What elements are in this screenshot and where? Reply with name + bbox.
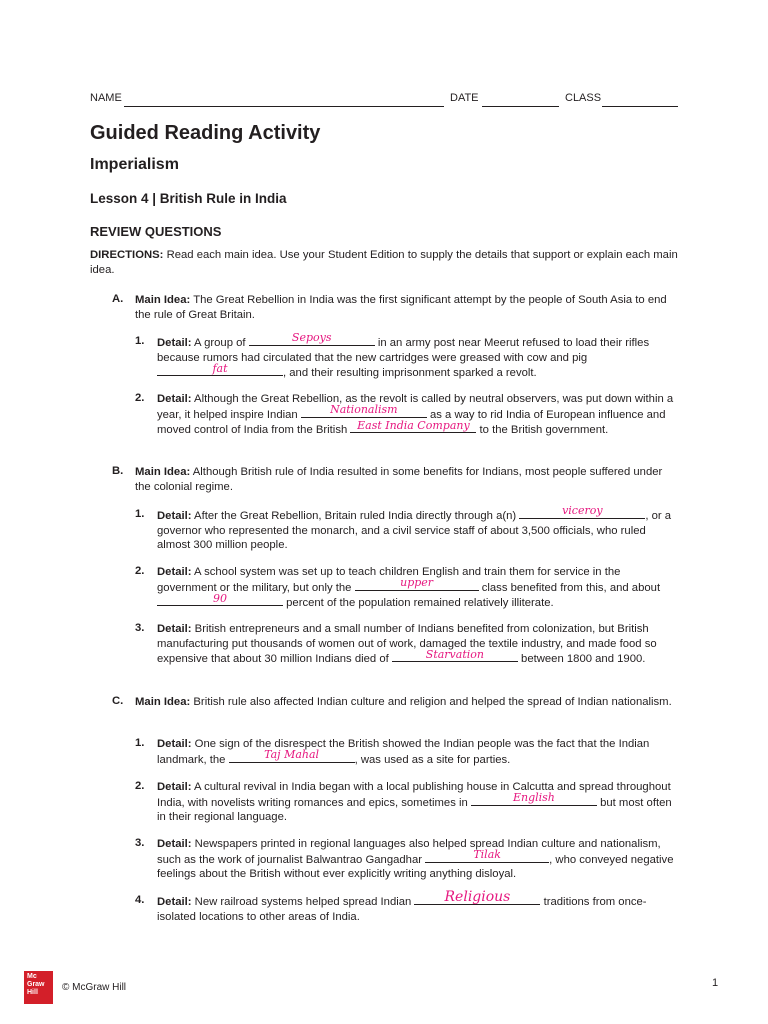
page-title: Guided Reading Activity: [90, 122, 321, 144]
handwritten-answer: fat: [212, 361, 228, 375]
name-line[interactable]: [124, 106, 444, 107]
lesson-title: Lesson 4 | British Rule in India: [90, 191, 287, 206]
answer-blank[interactable]: [355, 576, 479, 591]
detail-number: 2.: [135, 780, 145, 792]
page-subtitle: Imperialism: [90, 156, 179, 173]
directions: [90, 248, 680, 277]
answer-blank[interactable]: [392, 647, 518, 662]
detail-number: 3.: [135, 622, 145, 634]
handwritten-answer: 90: [213, 591, 227, 605]
handwritten-answer: upper: [400, 576, 434, 589]
directions-text: Read each main idea. Use your Student Edition to supply the details that support or explain each main idea.: [90, 249, 678, 276]
detail-number: 2.: [135, 565, 145, 577]
detail-number: 2.: [135, 392, 145, 404]
detail-item: Detail: After the Great Rebellion, Britain ruled India directly through a(n) viceroy , or a governor who represented the monarch, and a civil service staff of about 3,500 officials, who ruled almost 300 million people.: [157, 504, 672, 552]
answer-blank[interactable]: [519, 504, 645, 519]
detail-item: Detail: A group of Sepoys in an army post near Meerut refused to load their rifles because rumors had circulated that the new cartridges were greased with cow and pig fat , and their resulting imprisonment sparked a revolt.: [157, 331, 650, 380]
handwritten-answer: Religious: [444, 889, 511, 906]
detail-item: Detail: Newspapers printed in regional languages also helped spread Indian culture and nationalism, such as the work of journalist Balwantrao Gangadhar Tilak , who conveyed negative feelings about the British without ever explicitly writing anything disloyal.: [157, 838, 674, 881]
main-idea: Main Idea: British rule also affected Indian culture and religion and helped the spread of Indian nationalism.: [135, 696, 672, 708]
detail-number: 4.: [135, 894, 145, 906]
answer-blank[interactable]: [425, 848, 549, 863]
detail-item: Detail: One sign of the disrespect the British showed the Indian people was the fact that the Indian landmark, the Taj Mahal , was used as a site for parties.: [157, 738, 650, 766]
detail-number: 1.: [135, 737, 145, 749]
detail-item: Detail: Although the Great Rebellion, as the revolt is called by neutral observers, was put down within a year, it helped inspire Indian Nationalism as a way to rid India of European influence and moved control of India from the British East India Company to the British government.: [157, 393, 674, 437]
main-idea: Main Idea: The Great Rebellion in India was the first significant attempt by the people of South Asia to end the rule of Great Britain.: [135, 294, 667, 321]
handwritten-answer: Nationalism: [330, 403, 398, 416]
detail-item: Detail: British entrepreneurs and a small number of Indians benefited from colonization, but British manufacturing put thousands of women out of work, damaged the textile industry, and made food so expensive that about 30 million Indians died of Starvation between 1800 and 1900.: [157, 623, 657, 666]
handwritten-answer: Starvation: [425, 647, 484, 661]
class-label: CLASS: [565, 92, 602, 104]
page-number: 1: [712, 977, 719, 989]
answer-blank[interactable]: [157, 361, 283, 376]
handwritten-answer: Sepoys: [291, 331, 332, 345]
answer-blank[interactable]: [301, 403, 427, 418]
section-letter: B.: [112, 465, 124, 477]
detail-item: Detail: A school system was set up to teach children English and train them for service in the government or the military, but only the upper class benefited from this, and about 90 percent of the population remained relatively illiterate.: [157, 566, 661, 610]
review-heading: REVIEW QUESTIONS: [90, 224, 222, 239]
detail-number: 1.: [135, 335, 145, 347]
detail-number: 1.: [135, 508, 145, 520]
answer-blank[interactable]: [471, 791, 597, 806]
handwritten-answer: Tilak: [473, 848, 501, 861]
answer-blank[interactable]: [249, 331, 375, 346]
handwritten-answer: viceroy: [562, 504, 603, 518]
answer-blank[interactable]: [414, 889, 540, 906]
detail-item: Detail: A cultural revival in India began with a local publishing house in Calcutta and spread throughout India, with novelists writing romances and epics, sometimes in English but most often in their regional language.: [157, 781, 672, 824]
handwritten-answer: East India Company: [357, 418, 470, 432]
answer-blank[interactable]: [350, 418, 476, 433]
section-letter: C.: [112, 695, 124, 707]
class-line[interactable]: [602, 106, 678, 107]
answer-blank[interactable]: [157, 591, 283, 606]
date-line[interactable]: [482, 106, 559, 107]
answer-blank[interactable]: [229, 748, 355, 763]
detail-number: 3.: [135, 837, 145, 849]
date-label: DATE: [450, 92, 479, 104]
directions-label: DIRECTIONS:: [90, 249, 164, 261]
handwritten-answer: English: [512, 791, 555, 804]
detail-item: Detail: New railroad systems helped spread Indian Religious traditions from once-isolated locations to other areas of India.: [157, 889, 647, 923]
handwritten-answer: Taj Mahal: [264, 748, 320, 761]
student-info-header: [90, 92, 678, 108]
main-idea: Main Idea: Although British rule of India resulted in some benefits for Indians, most people suffered under the colonial regime.: [135, 466, 663, 493]
name-label: NAME: [90, 92, 122, 104]
section-letter: A.: [112, 293, 124, 305]
copyright: © McGraw Hill: [62, 982, 127, 993]
mcgraw-hill-logo: Mc Graw Hill: [24, 971, 53, 1004]
